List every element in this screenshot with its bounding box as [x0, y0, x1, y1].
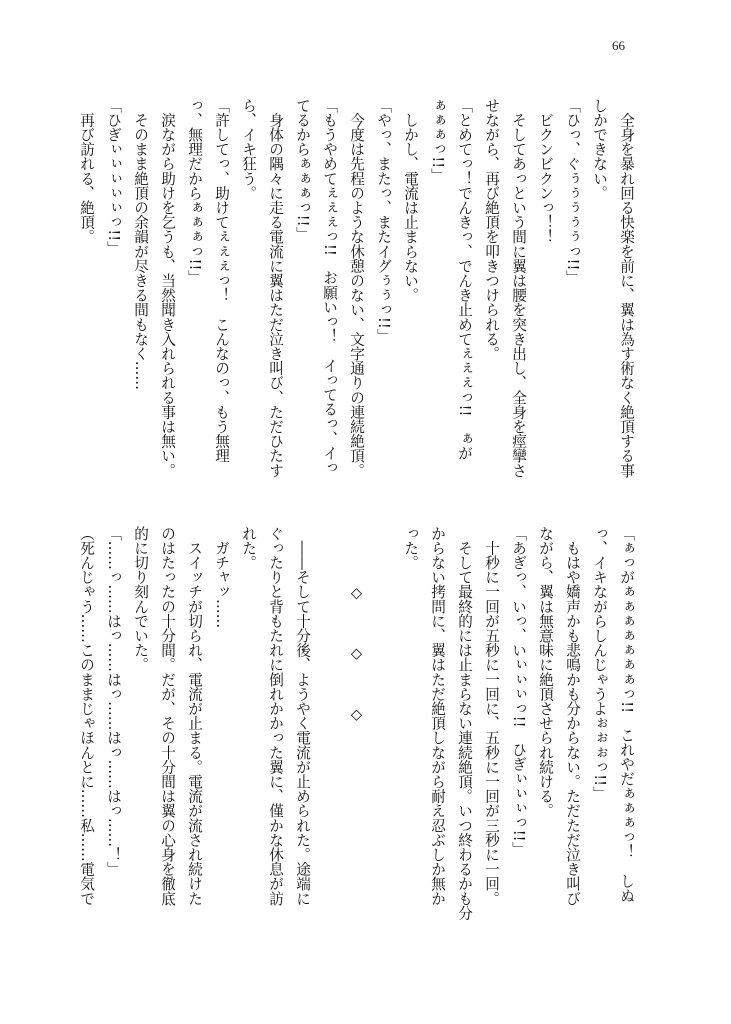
scene-break-diamonds: ◇ ◇ ◇ — [348, 526, 365, 723]
text-line: 「許してっ、助けてぇぇぇっ！ こんなのっ、もう無理 — [213, 98, 230, 463]
text-line: っ、無理だからぁぁぁっ!!」 — [186, 98, 203, 285]
text-line: った。 — [402, 526, 419, 570]
text-line: 「ひぎぃぃぃぃぃっ!!」 — [105, 98, 122, 256]
text-line: ガチャッ…… — [213, 526, 230, 629]
text-line: 「とめてっ！でんきっ、でんき止めてぇぇぇっ!! ぁが — [456, 98, 473, 461]
text-line: のはたったの十分間。だが、その十分間は翼の心身を徹底 — [159, 526, 176, 906]
text-line: そしてあっという間に翼は腰を突き出し、全身を痙攣さ — [510, 98, 527, 478]
text-line: ビクンビクンっ！！ — [537, 98, 554, 244]
text-line: 「やっ、またっ、またイグぅぅっ!!」 — [375, 98, 392, 344]
text-line: ぐったりと背もたれに倒れかかった翼に、僅かな休息が訪 — [267, 526, 284, 906]
text-line: ぁぁぁっ!!」 — [429, 98, 446, 183]
text-block-lower — [78, 526, 640, 936]
text-line: 的に切り刻んでいた。 — [132, 526, 149, 672]
text-line: からない拷問に、翼はただ絶頂しながら耐え忍ぶしか無か — [429, 526, 446, 906]
text-line: そのまま絶頂の余韻が尽きる間もなく…… — [132, 98, 149, 390]
text-line: 今度は先程のような休憩のない、文字通りの連続絶頂。 — [348, 98, 365, 478]
text-line: れた。 — [240, 526, 257, 570]
text-line: 「ひっ、ぐぅぅぅぅぅっ!!」 — [564, 98, 581, 285]
text-line: せながら、再び絶頂を叩きつけられる。 — [483, 98, 500, 361]
blank-line — [370, 526, 397, 936]
text-line: そして最終的には止まらない連続絶頂。いつ終わるかも分 — [456, 526, 473, 921]
text-line: （死んじゃう……このままじゃほんとに……私……電気で — [78, 526, 95, 906]
text-line: っ、イキながらしんじゃうよぉぉぉっ!!」 — [591, 526, 608, 801]
text-line: もはや嬌声かも悲鳴かも分からない。ただただ泣き叫び — [564, 526, 581, 906]
blank-line — [316, 526, 343, 936]
text-line: しかできない。 — [591, 98, 608, 201]
text-line: 再び訪れる、絶頂。 — [78, 98, 95, 244]
text-block-upper — [78, 98, 640, 490]
page-number: 66 — [612, 38, 625, 53]
text-line: 「……っ……はっ……はっ……はっ……はっ……！」 — [105, 526, 122, 877]
text-line: 十秒に一回が五秒に一回に、五秒に一回が三秒に一回。 — [483, 526, 500, 906]
text-line: ら、イキ狂う。 — [240, 98, 257, 201]
text-line: てるからぁぁぁっ!!」 — [294, 98, 311, 242]
text-line: スイッチが切られ、電流が止まる。電流が流され続けた — [186, 526, 203, 906]
text-line: ながら、翼は無意味に絶頂させられ続ける。 — [537, 526, 554, 818]
text-line: しかし、電流は止まらない。 — [402, 98, 419, 303]
text-line: ――そして十分後、ようやく電流が止められた。途端に — [294, 526, 311, 906]
text-line: 「もうやめてぇぇぇっ!! お願いっ！ イってるっ、イっ — [321, 98, 338, 475]
text-line: 全身を暴れ回る快楽を前に、翼は為す術なく絶頂する事 — [618, 98, 635, 478]
text-line: 身体の隅々に走る電流に翼はただ泣き叫び、ただひたす — [267, 98, 284, 478]
text-line: 「あぎっ、いっ、いぃぃぃっ!! ひぎぃぃぃっ!!」 — [510, 526, 527, 857]
text-line: 「ぁっがぁぁぁぁぁぁぁっ!! これやだぁぁぁっ！ しぬ — [618, 526, 635, 903]
text-line: 涙ながら助けを乞うも、当然聞き入れられる事は無い。 — [159, 98, 176, 478]
